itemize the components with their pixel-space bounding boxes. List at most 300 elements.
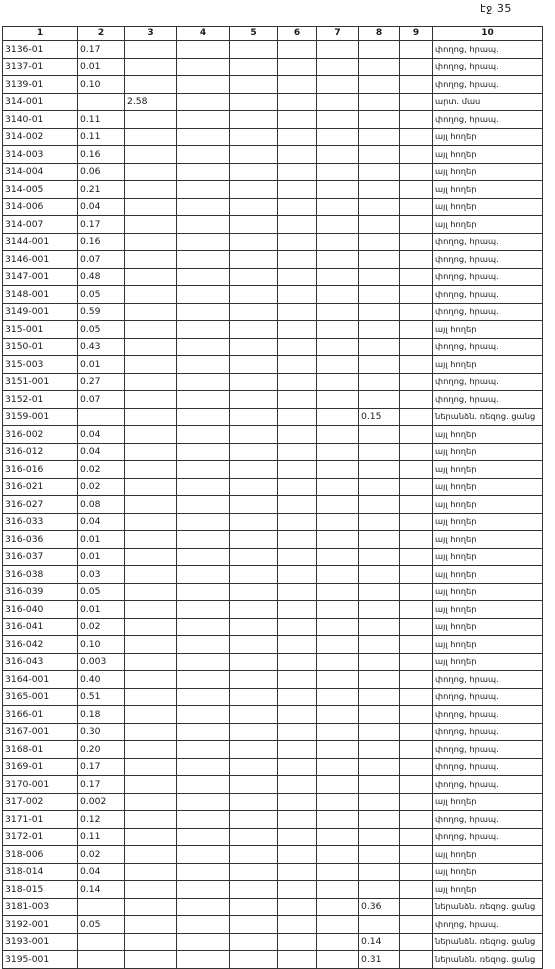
table-row xyxy=(3,268,543,286)
table-row xyxy=(3,653,543,671)
col7-cell xyxy=(317,688,359,706)
area-cell xyxy=(78,898,125,916)
col5-cell xyxy=(230,303,278,321)
col7-cell xyxy=(317,653,359,671)
parcel-id-cell: 315-003 xyxy=(3,356,78,374)
col3-cell xyxy=(125,776,177,794)
parcel-id-cell: 3149-001 xyxy=(3,303,78,321)
col4-cell xyxy=(177,636,230,654)
land-type-cell: փողոց, հրապ. xyxy=(433,338,543,356)
area-cell: 0.06 xyxy=(78,163,125,181)
col6-cell xyxy=(278,933,317,951)
col3-cell xyxy=(125,443,177,461)
table-row xyxy=(3,496,543,514)
area-cell: 0.10 xyxy=(78,76,125,94)
col4-cell xyxy=(177,76,230,94)
col6-cell xyxy=(278,198,317,216)
col8-cell xyxy=(359,706,400,724)
parcel-id-cell: 3146-001 xyxy=(3,251,78,269)
col3-cell xyxy=(125,111,177,129)
area-cell: 0.17 xyxy=(78,41,125,59)
table-row xyxy=(3,93,543,111)
col5-cell xyxy=(230,146,278,164)
col5-cell xyxy=(230,706,278,724)
col6-cell xyxy=(278,811,317,829)
land-type-cell: այլ հողեր xyxy=(433,513,543,531)
area-cell: 0.43 xyxy=(78,338,125,356)
col5-cell xyxy=(230,531,278,549)
table-row xyxy=(3,426,543,444)
col8-cell xyxy=(359,601,400,619)
col6-cell xyxy=(278,268,317,286)
col4-cell xyxy=(177,881,230,899)
col4-cell xyxy=(177,828,230,846)
area-cell: 0.01 xyxy=(78,531,125,549)
col3-cell xyxy=(125,41,177,59)
table-row xyxy=(3,758,543,776)
area-cell: 0.07 xyxy=(78,391,125,409)
col4-cell xyxy=(177,671,230,689)
col7-cell xyxy=(317,58,359,76)
land-type-cell: այլ հողեր xyxy=(433,216,543,234)
col9-cell xyxy=(400,268,433,286)
col3-cell xyxy=(125,846,177,864)
col3-cell xyxy=(125,653,177,671)
col9-cell xyxy=(400,76,433,94)
col9-cell xyxy=(400,356,433,374)
col9-cell xyxy=(400,636,433,654)
col7-cell xyxy=(317,933,359,951)
parcel-id-cell: 3164-001 xyxy=(3,671,78,689)
col6-cell xyxy=(278,111,317,129)
col4-cell xyxy=(177,846,230,864)
land-type-cell: փողոց, հրապ. xyxy=(433,251,543,269)
parcel-id-cell: 3144-001 xyxy=(3,233,78,251)
col6-cell xyxy=(278,478,317,496)
table-row xyxy=(3,898,543,916)
area-cell: 0.12 xyxy=(78,811,125,829)
col7-cell xyxy=(317,128,359,146)
parcel-id-cell: 316-033 xyxy=(3,513,78,531)
col3-cell xyxy=(125,128,177,146)
col7-cell xyxy=(317,828,359,846)
col4-cell xyxy=(177,111,230,129)
area-cell: 0.04 xyxy=(78,198,125,216)
land-ledger-table xyxy=(2,26,543,969)
col8-cell xyxy=(359,111,400,129)
col4-cell xyxy=(177,496,230,514)
column-header-9: 9 xyxy=(400,27,433,41)
land-type-cell: այլ հողեր xyxy=(433,793,543,811)
land-type-cell: փողոց, հրապ. xyxy=(433,391,543,409)
column-header-10: 10 xyxy=(433,27,543,41)
col7-cell xyxy=(317,356,359,374)
col9-cell xyxy=(400,111,433,129)
column-header-2: 2 xyxy=(78,27,125,41)
col6-cell xyxy=(278,391,317,409)
land-type-cell: այլ հողեր xyxy=(433,478,543,496)
area-cell: 0.02 xyxy=(78,846,125,864)
col7-cell xyxy=(317,636,359,654)
col8-cell xyxy=(359,811,400,829)
parcel-id-cell: 3136-01 xyxy=(3,41,78,59)
col4-cell xyxy=(177,286,230,304)
col9-cell xyxy=(400,251,433,269)
col3-cell xyxy=(125,601,177,619)
col8-cell xyxy=(359,268,400,286)
land-type-cell: այլ հողեր xyxy=(433,356,543,374)
col8-cell xyxy=(359,321,400,339)
col3-cell xyxy=(125,146,177,164)
col6-cell xyxy=(278,163,317,181)
table-row xyxy=(3,76,543,94)
area-cell: 0.01 xyxy=(78,356,125,374)
table-row xyxy=(3,706,543,724)
table-row xyxy=(3,251,543,269)
col3-cell xyxy=(125,181,177,199)
col3-cell xyxy=(125,706,177,724)
col5-cell xyxy=(230,41,278,59)
col5-cell xyxy=(230,163,278,181)
col9-cell xyxy=(400,671,433,689)
col6-cell xyxy=(278,846,317,864)
col5-cell xyxy=(230,723,278,741)
col3-cell xyxy=(125,513,177,531)
col7-cell xyxy=(317,951,359,969)
land-type-cell: փողոց, հրապ. xyxy=(433,233,543,251)
col5-cell xyxy=(230,688,278,706)
parcel-id-cell: 314-007 xyxy=(3,216,78,234)
parcel-id-cell: 3140-01 xyxy=(3,111,78,129)
parcel-id-cell: 3168-01 xyxy=(3,741,78,759)
col7-cell xyxy=(317,618,359,636)
col6-cell xyxy=(278,286,317,304)
col8-cell xyxy=(359,916,400,934)
land-type-cell: փողոց, հրապ. xyxy=(433,286,543,304)
col8-cell xyxy=(359,828,400,846)
col3-cell xyxy=(125,338,177,356)
parcel-id-cell: 3151-001 xyxy=(3,373,78,391)
land-type-cell: այլ հողեր xyxy=(433,146,543,164)
col6-cell xyxy=(278,898,317,916)
col9-cell xyxy=(400,723,433,741)
col9-cell xyxy=(400,706,433,724)
col6-cell xyxy=(278,496,317,514)
land-type-cell: փողոց, հրապ. xyxy=(433,76,543,94)
col4-cell xyxy=(177,531,230,549)
page-number: էջ 35 xyxy=(480,2,512,15)
col6-cell xyxy=(278,583,317,601)
col7-cell xyxy=(317,181,359,199)
column-header-5: 5 xyxy=(230,27,278,41)
col8-cell xyxy=(359,496,400,514)
col3-cell xyxy=(125,618,177,636)
col4-cell xyxy=(177,776,230,794)
col6-cell xyxy=(278,688,317,706)
col7-cell xyxy=(317,601,359,619)
col9-cell xyxy=(400,408,433,426)
col8-cell xyxy=(359,41,400,59)
col4-cell xyxy=(177,513,230,531)
col6-cell xyxy=(278,706,317,724)
col4-cell xyxy=(177,268,230,286)
col9-cell xyxy=(400,41,433,59)
parcel-id-cell: 314-003 xyxy=(3,146,78,164)
land-type-cell: այլ հողեր xyxy=(433,618,543,636)
col3-cell xyxy=(125,356,177,374)
col3-cell xyxy=(125,863,177,881)
col8-cell xyxy=(359,478,400,496)
col7-cell xyxy=(317,163,359,181)
col7-cell xyxy=(317,793,359,811)
parcel-id-cell: 3165-001 xyxy=(3,688,78,706)
table-row xyxy=(3,583,543,601)
col7-cell xyxy=(317,548,359,566)
col5-cell xyxy=(230,601,278,619)
col9-cell xyxy=(400,128,433,146)
col5-cell xyxy=(230,58,278,76)
col6-cell xyxy=(278,531,317,549)
parcel-id-cell: 316-012 xyxy=(3,443,78,461)
parcel-id-cell: 317-002 xyxy=(3,793,78,811)
land-type-cell: այլ հողեր xyxy=(433,181,543,199)
land-type-cell: այլ հողեր xyxy=(433,863,543,881)
col3-cell xyxy=(125,303,177,321)
area-cell: 0.01 xyxy=(78,58,125,76)
land-type-cell: այլ հողեր xyxy=(433,846,543,864)
parcel-id-cell: 3150-01 xyxy=(3,338,78,356)
col4-cell xyxy=(177,391,230,409)
col6-cell xyxy=(278,793,317,811)
land-type-cell: այլ հողեր xyxy=(433,426,543,444)
parcel-id-cell: 316-039 xyxy=(3,583,78,601)
col8-cell xyxy=(359,723,400,741)
col4-cell xyxy=(177,163,230,181)
land-type-cell: այլ հողեր xyxy=(433,548,543,566)
land-type-cell: այլ հողեր xyxy=(433,496,543,514)
area-cell: 0.17 xyxy=(78,776,125,794)
col7-cell xyxy=(317,811,359,829)
col8-cell xyxy=(359,758,400,776)
land-type-cell: փողոց, հրապ. xyxy=(433,811,543,829)
col3-cell xyxy=(125,566,177,584)
table-row xyxy=(3,933,543,951)
col5-cell xyxy=(230,951,278,969)
col9-cell xyxy=(400,496,433,514)
col9-cell xyxy=(400,758,433,776)
col4-cell xyxy=(177,951,230,969)
col4-cell xyxy=(177,233,230,251)
col7-cell xyxy=(317,321,359,339)
col4-cell xyxy=(177,356,230,374)
table-row xyxy=(3,146,543,164)
area-cell: 0.05 xyxy=(78,321,125,339)
col9-cell xyxy=(400,531,433,549)
area-cell: 0.02 xyxy=(78,618,125,636)
col5-cell xyxy=(230,233,278,251)
col3-cell xyxy=(125,391,177,409)
col3-cell xyxy=(125,636,177,654)
col9-cell xyxy=(400,321,433,339)
area-cell: 0.18 xyxy=(78,706,125,724)
col9-cell xyxy=(400,741,433,759)
col3-cell xyxy=(125,811,177,829)
col7-cell xyxy=(317,443,359,461)
col8-cell xyxy=(359,303,400,321)
table-row xyxy=(3,321,543,339)
col9-cell xyxy=(400,303,433,321)
col5-cell xyxy=(230,338,278,356)
land-type-cell: այլ հողեր xyxy=(433,636,543,654)
col8-cell xyxy=(359,636,400,654)
column-header-1: 1 xyxy=(3,27,78,41)
col6-cell xyxy=(278,566,317,584)
col9-cell xyxy=(400,828,433,846)
parcel-id-cell: 3172-01 xyxy=(3,828,78,846)
col4-cell xyxy=(177,303,230,321)
col3-cell: 2.58 xyxy=(125,93,177,111)
col5-cell xyxy=(230,251,278,269)
table-row xyxy=(3,741,543,759)
col5-cell xyxy=(230,898,278,916)
col6-cell xyxy=(278,356,317,374)
col3-cell xyxy=(125,583,177,601)
col3-cell xyxy=(125,671,177,689)
land-type-cell: փողոց, հրապ. xyxy=(433,111,543,129)
land-type-cell: փողոց, հրապ. xyxy=(433,723,543,741)
col4-cell xyxy=(177,583,230,601)
land-type-cell: այլ հողեր xyxy=(433,321,543,339)
col9-cell xyxy=(400,951,433,969)
col8-cell xyxy=(359,531,400,549)
land-type-cell: այլ հողեր xyxy=(433,163,543,181)
col4-cell xyxy=(177,811,230,829)
table-row xyxy=(3,286,543,304)
col7-cell xyxy=(317,898,359,916)
col8-cell xyxy=(359,128,400,146)
land-type-cell: ներանձն. ռեզոց. ցանց xyxy=(433,933,543,951)
parcel-id-cell: 316-041 xyxy=(3,618,78,636)
col6-cell xyxy=(278,601,317,619)
parcel-id-cell: 314-006 xyxy=(3,198,78,216)
col6-cell xyxy=(278,216,317,234)
col9-cell xyxy=(400,426,433,444)
col5-cell xyxy=(230,513,278,531)
parcel-id-cell: 318-014 xyxy=(3,863,78,881)
col9-cell xyxy=(400,216,433,234)
column-header-3: 3 xyxy=(125,27,177,41)
parcel-id-cell: 3147-001 xyxy=(3,268,78,286)
land-type-cell: ներանձն. ռեզոց. ցանց xyxy=(433,951,543,969)
col8-cell xyxy=(359,216,400,234)
col6-cell xyxy=(278,146,317,164)
col8-cell: 0.15 xyxy=(359,408,400,426)
col7-cell xyxy=(317,338,359,356)
col8-cell xyxy=(359,881,400,899)
parcel-id-cell: 314-001 xyxy=(3,93,78,111)
col7-cell xyxy=(317,706,359,724)
col9-cell xyxy=(400,163,433,181)
col9-cell xyxy=(400,776,433,794)
parcel-id-cell: 3192-001 xyxy=(3,916,78,934)
col8-cell xyxy=(359,461,400,479)
parcel-id-cell: 316-021 xyxy=(3,478,78,496)
col3-cell xyxy=(125,478,177,496)
col8-cell xyxy=(359,251,400,269)
col5-cell xyxy=(230,391,278,409)
col4-cell xyxy=(177,566,230,584)
area-cell: 0.04 xyxy=(78,426,125,444)
col6-cell xyxy=(278,338,317,356)
col4-cell xyxy=(177,601,230,619)
col7-cell xyxy=(317,391,359,409)
col4-cell xyxy=(177,461,230,479)
parcel-id-cell: 3152-01 xyxy=(3,391,78,409)
column-header-7: 7 xyxy=(317,27,359,41)
land-type-cell: փողոց, հրապ. xyxy=(433,828,543,846)
table-row xyxy=(3,618,543,636)
col3-cell xyxy=(125,426,177,444)
col9-cell xyxy=(400,58,433,76)
parcel-id-cell: 3159-001 xyxy=(3,408,78,426)
col3-cell xyxy=(125,741,177,759)
land-type-cell: այլ հողեր xyxy=(433,583,543,601)
col9-cell xyxy=(400,181,433,199)
col9-cell xyxy=(400,881,433,899)
area-cell: 0.59 xyxy=(78,303,125,321)
col4-cell xyxy=(177,251,230,269)
table-row xyxy=(3,128,543,146)
area-cell: 0.04 xyxy=(78,443,125,461)
table-row xyxy=(3,461,543,479)
col7-cell xyxy=(317,863,359,881)
col4-cell xyxy=(177,478,230,496)
area-cell: 0.05 xyxy=(78,916,125,934)
land-type-cell: փողոց, հրապ. xyxy=(433,268,543,286)
col6-cell xyxy=(278,951,317,969)
col9-cell xyxy=(400,933,433,951)
parcel-id-cell: 3193-001 xyxy=(3,933,78,951)
col3-cell xyxy=(125,373,177,391)
parcel-id-cell: 316-037 xyxy=(3,548,78,566)
area-cell: 0.51 xyxy=(78,688,125,706)
area-cell: 0.11 xyxy=(78,828,125,846)
land-type-cell: փողոց, հրապ. xyxy=(433,303,543,321)
area-cell: 0.02 xyxy=(78,478,125,496)
col6-cell xyxy=(278,828,317,846)
area-cell: 0.01 xyxy=(78,601,125,619)
col8-cell xyxy=(359,426,400,444)
parcel-id-cell: 314-002 xyxy=(3,128,78,146)
parcel-id-cell: 3139-01 xyxy=(3,76,78,94)
col3-cell xyxy=(125,758,177,776)
col8-cell xyxy=(359,618,400,636)
table-row xyxy=(3,408,543,426)
col5-cell xyxy=(230,356,278,374)
table-row xyxy=(3,531,543,549)
col8-cell xyxy=(359,286,400,304)
col4-cell xyxy=(177,548,230,566)
col6-cell xyxy=(278,758,317,776)
col7-cell xyxy=(317,461,359,479)
col9-cell xyxy=(400,443,433,461)
col7-cell xyxy=(317,426,359,444)
col5-cell xyxy=(230,566,278,584)
col5-cell xyxy=(230,268,278,286)
area-cell: 0.08 xyxy=(78,496,125,514)
area-cell: 0.11 xyxy=(78,111,125,129)
col4-cell xyxy=(177,198,230,216)
